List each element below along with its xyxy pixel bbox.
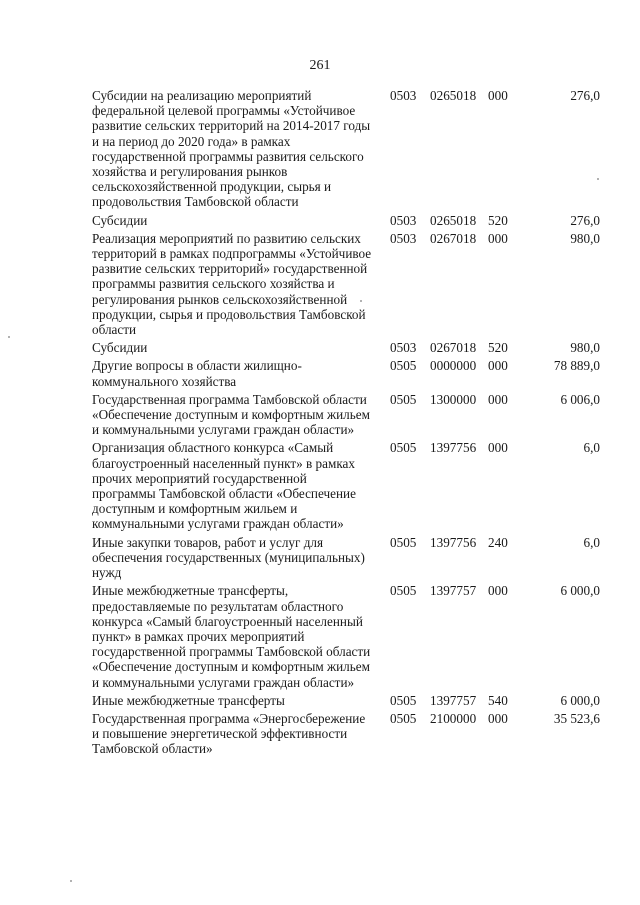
row-section-code: 0505 — [390, 440, 417, 456]
table-row — [92, 440, 600, 531]
row-description: Другие вопросы в области жилищно-коммунального хозяйства — [92, 358, 302, 389]
table-row — [92, 231, 600, 337]
row-target-code: 2100000 — [430, 710, 477, 726]
row-expense-type-code: 520 — [488, 340, 508, 356]
row-amount: 35 523,6 — [553, 710, 600, 726]
row-section-code: 0503 — [390, 230, 417, 246]
row-description: Иные межбюджетные трансферты — [92, 692, 285, 708]
row-target-code: 0267018 — [430, 230, 477, 246]
row-expense-type-code: 000 — [488, 88, 508, 103]
row-amount: 6,0 — [583, 534, 600, 550]
row-description: Субсидии на реализацию мероприятий федеральной целевой программы «Устойчивое развитие сельских территорий на 2014-2017 годы и на период до 2020 года» в рамках государственной программы развития сельского хозяйства и регулирования рынков сельскохозяйственной продукции, сырья и продовольствия Тамбовской области — [92, 88, 371, 210]
row-expense-type-code: 240 — [488, 534, 508, 550]
row-description: Субсидии — [92, 340, 148, 356]
row-description: Иные межбюджетные трансферты, предоставляемые по результатам областного конкурса «Самый благоустроенный населенный пункт» в рамках прочих мероприятий государственной программы Тамбовской области «Обеспечение доступным и комфортным жильем и коммунальными услугами граждан области» — [92, 583, 371, 690]
row-section-code: 0505 — [390, 391, 417, 407]
row-expense-type-code: 000 — [488, 583, 508, 599]
row-target-code: 1300000 — [430, 391, 477, 407]
row-expense-type-code: 540 — [488, 692, 508, 708]
table-row — [92, 583, 600, 689]
row-target-code: 0267018 — [430, 340, 477, 356]
row-amount: 6,0 — [583, 440, 600, 456]
row-section-code: 0503 — [390, 88, 417, 103]
budget-table — [92, 88, 600, 760]
row-expense-type-code: 520 — [488, 212, 508, 228]
row-description: Иные закупки товаров, работ и услуг для обеспечения государственных (муниципальных) нужд — [92, 534, 365, 581]
row-expense-type-code: 000 — [488, 358, 508, 374]
row-amount: 980,0 — [570, 340, 600, 356]
row-expense-type-code: 000 — [488, 710, 508, 726]
row-target-code: 0000000 — [430, 358, 477, 374]
row-target-code: 0265018 — [430, 212, 477, 228]
row-expense-type-code: 000 — [488, 391, 508, 407]
table-row — [92, 392, 600, 438]
row-amount: 6 006,0 — [560, 391, 600, 407]
scan-speck — [360, 300, 362, 302]
row-section-code: 0505 — [390, 358, 417, 374]
scan-speck — [8, 336, 10, 338]
scan-speck — [70, 880, 72, 882]
row-section-code: 0503 — [390, 340, 417, 356]
row-description: Государственная программа Тамбовской области «Обеспечение доступным и комфортным жильем и коммунальными услугами граждан области» — [92, 391, 370, 438]
row-target-code: 1397757 — [430, 692, 477, 708]
row-target-code: 1397757 — [430, 583, 477, 599]
table-row — [92, 213, 600, 228]
row-target-code: 1397756 — [430, 440, 477, 456]
row-description: Государственная программа «Энергосбережение и повышение энергетической эффективности Тамбовской области» — [92, 710, 366, 757]
scan-speck — [597, 178, 599, 180]
table-row — [92, 358, 600, 388]
row-amount: 276,0 — [570, 212, 600, 228]
page-number: 261 — [309, 58, 331, 73]
row-section-code: 0505 — [390, 534, 417, 550]
row-target-code: 1397756 — [430, 534, 477, 550]
table-row — [92, 535, 600, 581]
row-section-code: 0505 — [390, 583, 417, 599]
table-row — [92, 88, 600, 210]
row-section-code: 0503 — [390, 212, 417, 228]
row-target-code: 0265018 — [430, 88, 477, 103]
row-section-code: 0505 — [390, 692, 417, 708]
row-description: Субсидии — [92, 212, 148, 228]
row-amount: 980,0 — [570, 230, 600, 246]
table-row — [92, 711, 600, 757]
row-amount: 276,0 — [570, 88, 600, 103]
row-amount: 6 000,0 — [560, 583, 600, 599]
row-description: Реализация мероприятий по развитию сельских территорий в рамках подпрограммы «Устойчивое развитие сельских территорий» государственной программы развития сельского хозяйства и регулирования рынков сельскохозяйственной продукции, сырья и продовольствия Тамбовской области — [92, 230, 372, 338]
row-amount: 78 889,0 — [553, 358, 600, 374]
row-section-code: 0505 — [390, 710, 417, 726]
table-row — [92, 693, 600, 708]
row-amount: 6 000,0 — [560, 692, 600, 708]
row-expense-type-code: 000 — [488, 230, 508, 246]
table-row — [92, 340, 600, 355]
row-description: Организация областного конкурса «Самый благоустроенный населенный пункт» в рамках прочих мероприятий государственной программы Тамбовской области «Обеспечение доступным и комфортным жильем и коммунальными услугами граждан области» — [92, 440, 356, 532]
row-expense-type-code: 000 — [488, 440, 508, 456]
